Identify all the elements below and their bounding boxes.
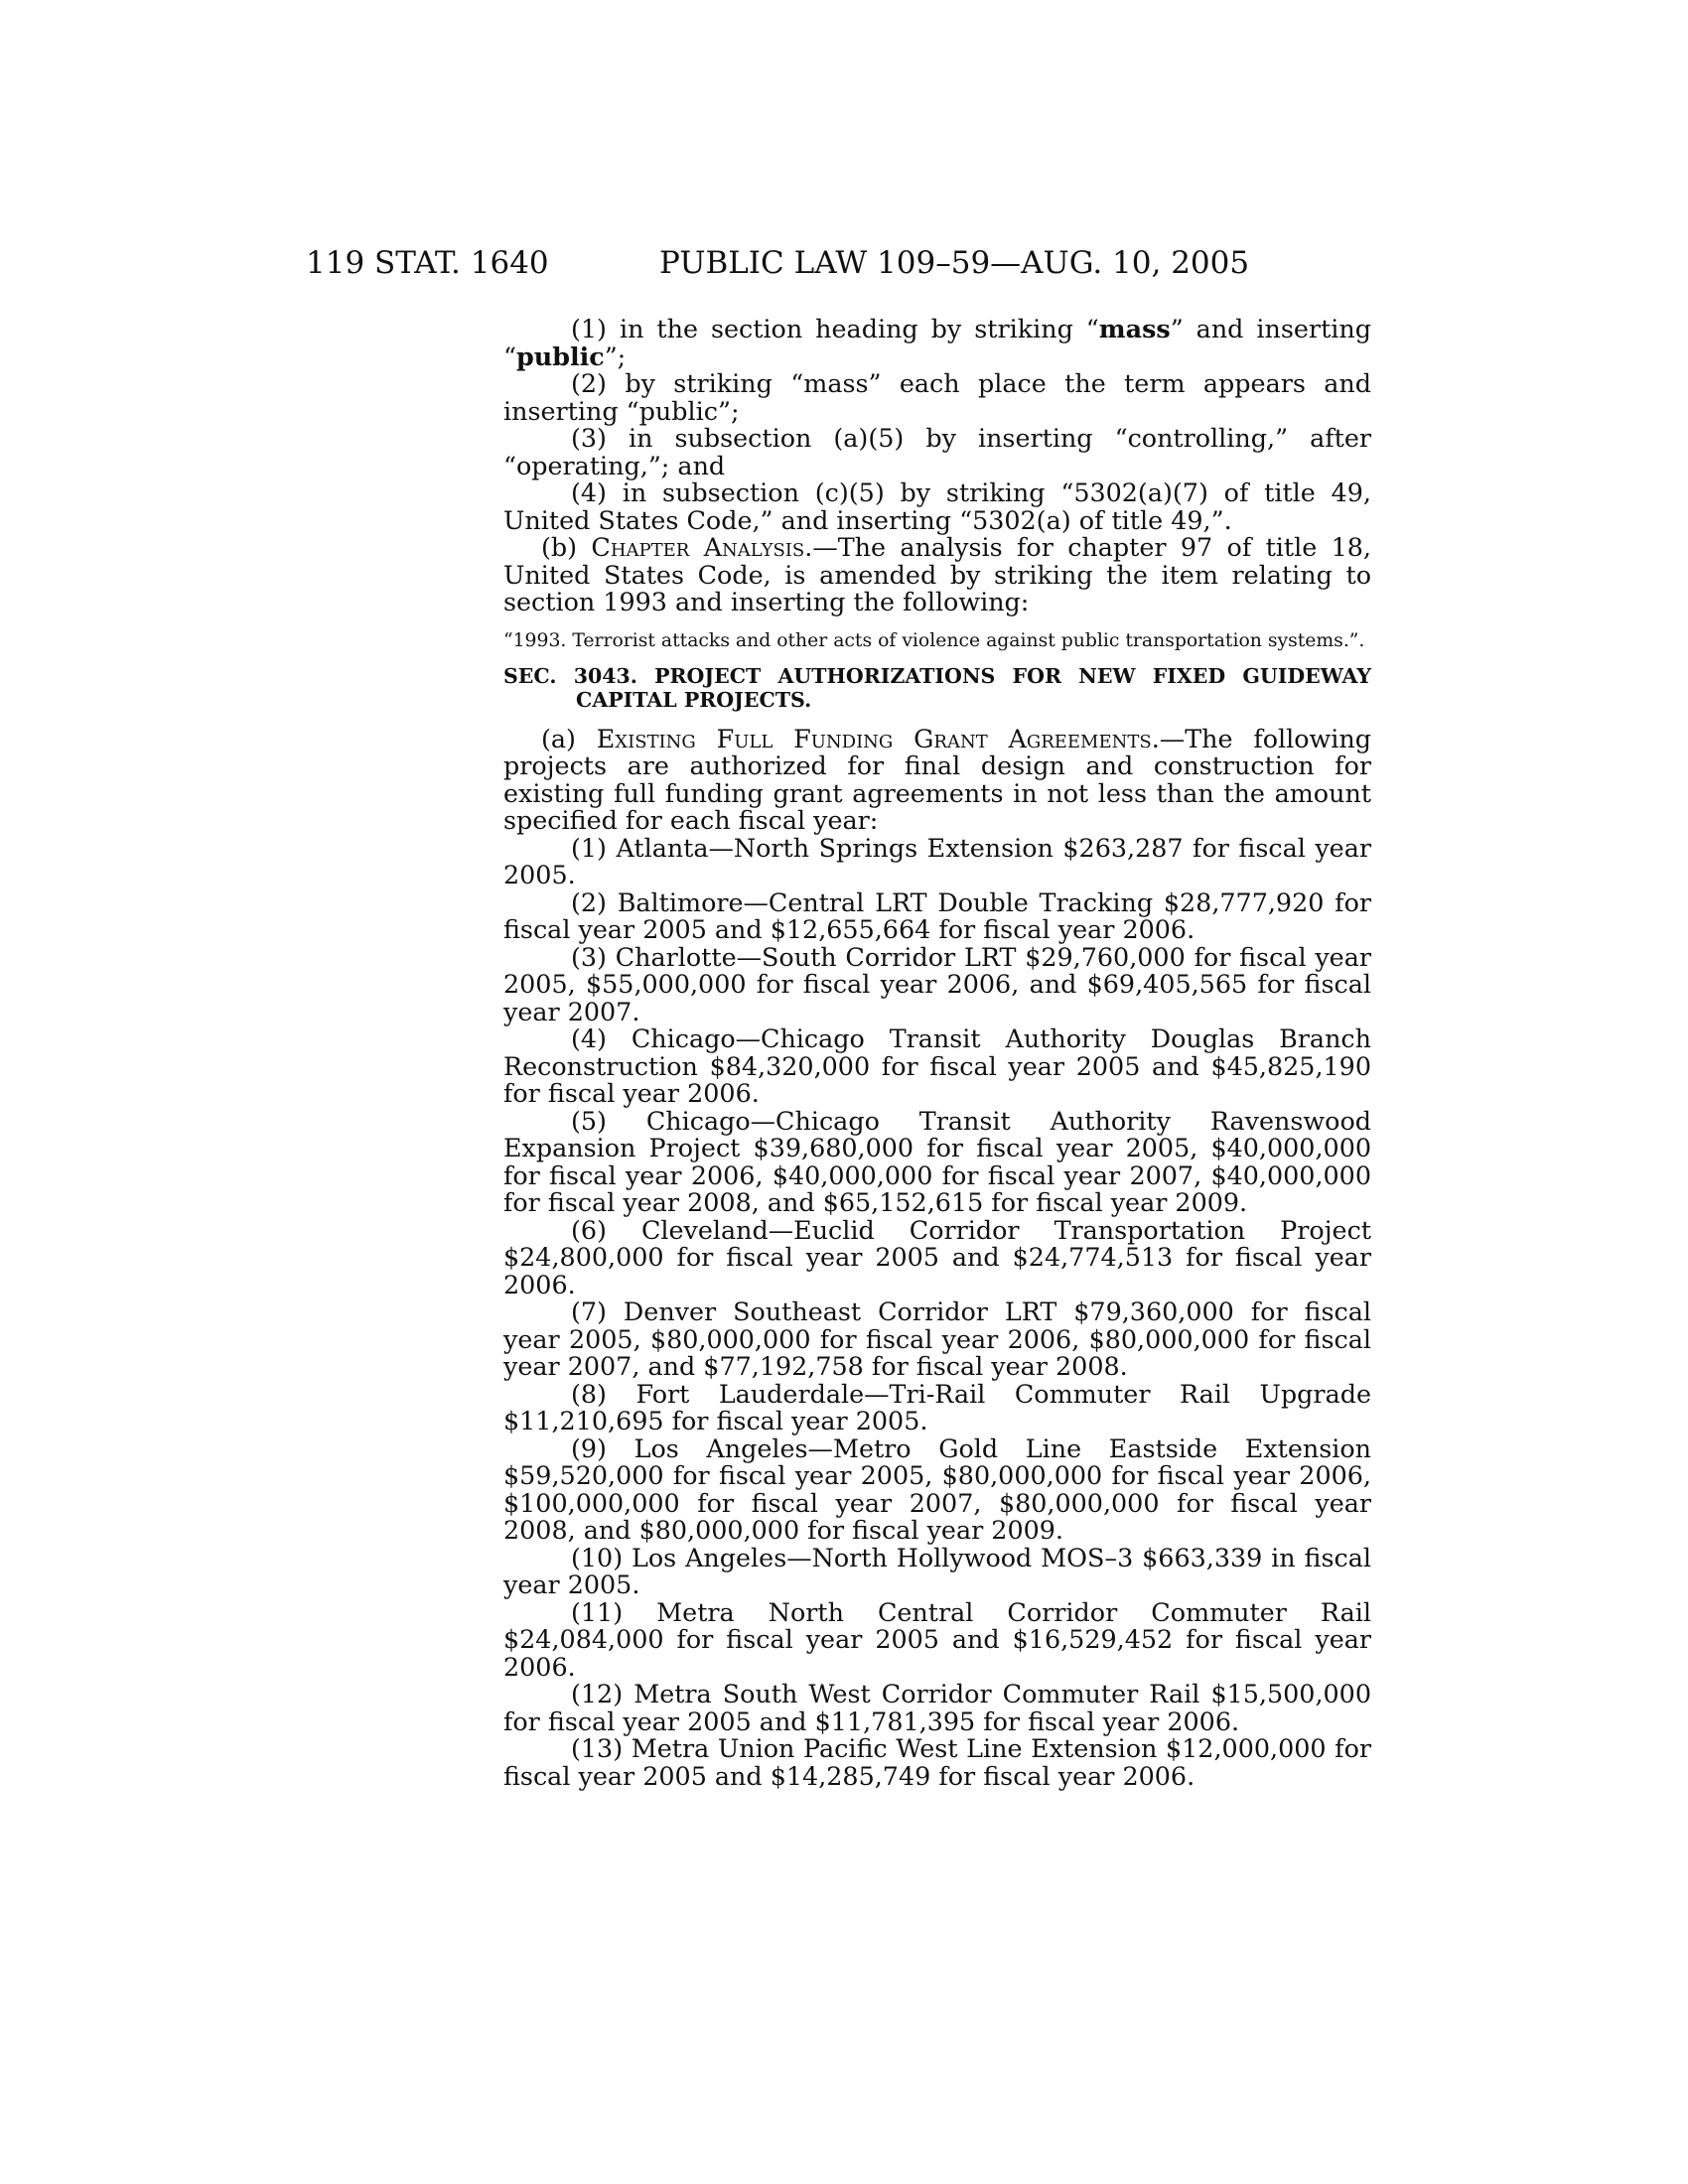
project-list [503, 832, 1371, 1791]
project-item: (8) Fort Lauderdale—Tri-Rail Commuter Rail Upgrade $11,210,695 for fiscal year 2005. [503, 1378, 1371, 1435]
project-item: (5) Chicago—Chicago Transit Authority Ravenswood Expansion Project $39,680,000 for fiscal year 2005, $40,000,000 for fiscal year 2006, $40,000,000 for fiscal year 2007, $40,000,000 for fiscal year 2008, and $65,152,615 for fiscal year 2009. [503, 1105, 1371, 1217]
toc-entry: “1993. Terrorist attacks and other acts of violence against public transportation systems.”. [503, 629, 1365, 651]
project-item: (13) Metra Union Pacific West Line Extension $12,000,000 for fiscal year 2005 and $14,285,749 for fiscal year 2006. [503, 1733, 1371, 1791]
subsection-label: (a) [541, 723, 597, 753]
subsection-text: .—The following projects are authorized for final design and construction for existing full funding grant agreements in not less than the amount specified for each fiscal year: [503, 723, 1371, 835]
project-item: (6) Cleveland—Euclid Corridor Transportation Project $24,800,000 for fiscal year 2005 and $24,774,513 for fiscal year 2006. [503, 1214, 1371, 1299]
project-item: (1) Atlanta—North Springs Extension $263,287 for fiscal year 2005. [503, 832, 1371, 889]
subsection-a-paragraph [503, 723, 1371, 835]
amendment-text: ” and inserting “ [503, 314, 1371, 371]
amendment-item-3: (3) in subsection (a)(5) by inserting “controlling,” after “operating,”; and [503, 423, 1371, 480]
amendment-text: (1) in the section heading by striking “ [571, 314, 1099, 343]
project-item: (7) Denver Southeast Corridor LRT $79,360,000 for fiscal year 2005, $80,000,000 for fiscal year 2006, $80,000,000 for fiscal year 2007, and $77,192,758 for fiscal year 2008. [503, 1297, 1371, 1381]
subsection-heading: Chapter Analysis [591, 532, 805, 562]
project-item: (11) Metra North Central Corridor Commuter Rail $24,084,000 for fiscal year 2005 and $16,529,452 for fiscal year 2006. [503, 1596, 1371, 1682]
page-header [0, 245, 1688, 285]
document-body [503, 316, 1371, 1790]
project-item: (12) Metra South West Corridor Commuter Rail $15,500,000 for fiscal year 2005 and $11,781,395 for fiscal year 2006. [503, 1679, 1371, 1736]
project-item: (10) Los Angeles—North Hollywood MOS–3 $663,339 in fiscal year 2005. [503, 1542, 1371, 1599]
amendment-item-2: (2) by striking “mass” each place the term appears and inserting “public”; [503, 368, 1371, 426]
project-item: (3) Charlotte—South Corridor LRT $29,760,000 for fiscal year 2005, $55,000,000 for fiscal year 2006, and $69,405,565 for fiscal year 2007. [503, 941, 1371, 1026]
chapter-analysis-paragraph [503, 534, 1371, 616]
project-item: (9) Los Angeles—Metro Gold Line Eastside Extension $59,520,000 for fiscal year 2005, $80,000,000 for fiscal year 2006, $100,000,000 for fiscal year 2007, $80,000,000 for fiscal year 2008, and $80,000,000 for fiscal year 2009. [503, 1433, 1371, 1545]
amendment-item-4: (4) in subsection (c)(5) by striking “5302(a)(7) of title 49, United States Code,” and inserting “5302(a) of title 49,”. [503, 478, 1371, 535]
statute-page-number: 119 STAT. 1640 [306, 245, 549, 281]
bold-term: mass [1098, 314, 1171, 343]
subsection-label: (b) [541, 532, 592, 562]
bold-term: public [515, 341, 605, 371]
project-item: (2) Baltimore—Central LRT Double Tracking $28,777,920 for fiscal year 2005 and $12,655,664 for fiscal year 2006. [503, 887, 1371, 944]
section-heading: SEC. 3043. PROJECT AUTHORIZATIONS FOR NEW FIXED GUIDEWAY CAPITAL PROJECTS. [503, 663, 1371, 712]
amendment-text: ”; [604, 341, 627, 371]
subsection-text: .—The analysis for chapter 97 of title 18, United States Code, is amended by striking the item relating to section 1993 and inserting the following: [503, 532, 1372, 616]
public-law-title: PUBLIC LAW 109–59—AUG. 10, 2005 [659, 245, 1250, 281]
project-item: (4) Chicago—Chicago Transit Authority Douglas Branch Reconstruction $84,320,000 for fiscal year 2005 and $45,825,190 for fiscal year 2006. [503, 1024, 1371, 1108]
amendment-item-1 [503, 316, 1371, 370]
subsection-heading: Existing Full Funding Grant Agreements [596, 723, 1152, 753]
